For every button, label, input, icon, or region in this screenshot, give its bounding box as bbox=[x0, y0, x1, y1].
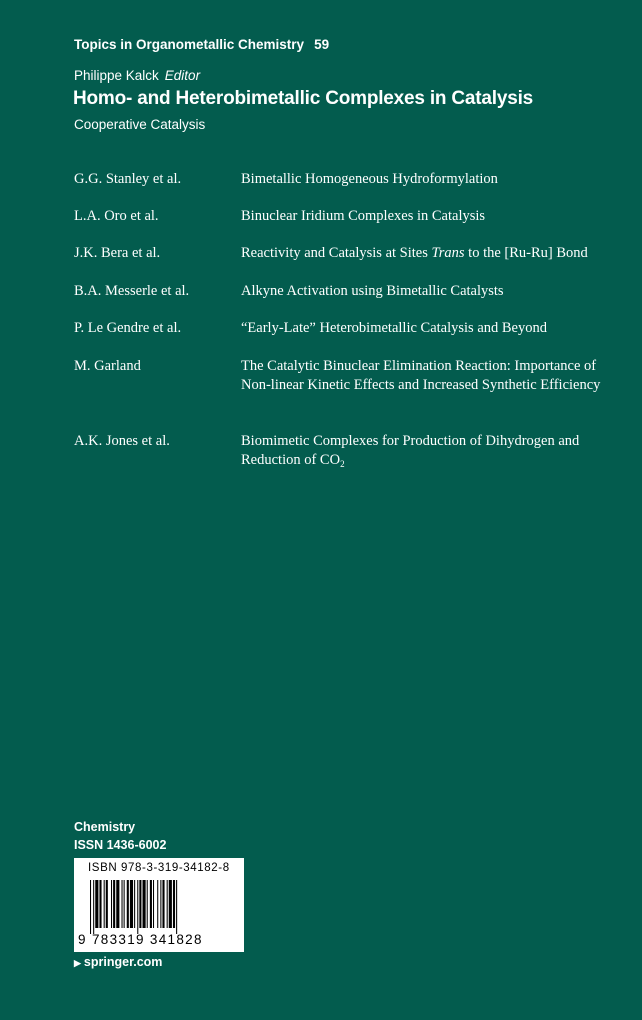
barcode-bar bbox=[99, 880, 101, 928]
barcode-bar bbox=[90, 880, 91, 934]
toc-author: B.A. Messerle et al. bbox=[74, 283, 190, 299]
toc-author: L.A. Oro et al. bbox=[74, 208, 159, 224]
toc-title-part: Biomimetic Complexes for Production of Dihydrogen and Reduction of CO bbox=[241, 433, 580, 468]
barcode-bar bbox=[134, 880, 135, 928]
barcode-bar bbox=[153, 880, 154, 928]
toc-title bbox=[241, 244, 613, 263]
ean-remaining-digits: 783319 341828 bbox=[92, 932, 203, 947]
barcode-bar bbox=[150, 880, 152, 928]
barcode-bar bbox=[104, 880, 105, 928]
toc-title: Binuclear Iridium Complexes in Catalysis bbox=[241, 208, 486, 224]
barcode-bar bbox=[173, 880, 175, 928]
barcode-bar bbox=[122, 880, 123, 928]
barcode-bar bbox=[127, 880, 129, 928]
subject-label: Chemistry bbox=[74, 820, 136, 834]
toc-title-subscript: 2 bbox=[340, 459, 345, 469]
series-name: Topics in Organometallic Chemistry bbox=[74, 37, 305, 52]
barcode-bar bbox=[130, 880, 133, 928]
toc-title bbox=[241, 432, 613, 470]
barcode-bar bbox=[93, 880, 94, 934]
toc-title-italic: Trans bbox=[431, 245, 465, 261]
series-title bbox=[74, 37, 329, 52]
ean-first-digit: 9 bbox=[78, 932, 87, 947]
publisher-link[interactable] bbox=[74, 955, 162, 969]
barcode-bar bbox=[113, 880, 115, 928]
barcode-bar bbox=[162, 880, 164, 928]
book-subtitle: Cooperative Catalysis bbox=[74, 117, 206, 132]
editor-name: Philippe Kalck bbox=[74, 68, 159, 83]
barcode-bar bbox=[106, 880, 108, 928]
isbn-barcode bbox=[74, 858, 244, 952]
issn-label: ISSN 1436-6002 bbox=[74, 838, 167, 852]
barcode-bar bbox=[143, 880, 146, 928]
toc-author: A.K. Jones et al. bbox=[74, 433, 170, 449]
toc-title: Alkyne Activation using Bimetallic Catalysts bbox=[241, 283, 504, 299]
arrow-right-icon: ▶ bbox=[74, 958, 81, 968]
barcode-bar bbox=[116, 880, 119, 928]
barcode-bar bbox=[160, 880, 161, 928]
toc-title: “Early-Late” Heterobimetallic Catalysis and Beyond bbox=[241, 320, 547, 336]
barcode-bars bbox=[90, 880, 230, 934]
toc-title: Bimetallic Homogeneous Hydroformylation bbox=[241, 171, 498, 187]
toc-title-part: Reactivity and Catalysis at Sites bbox=[241, 245, 432, 261]
editor-line bbox=[74, 68, 200, 83]
isbn-label: ISBN 978-3-319-34182-8 bbox=[88, 862, 230, 874]
barcode-bar bbox=[137, 880, 138, 934]
book-title: Homo- and Heterobimetallic Complexes in Catalysis bbox=[73, 88, 534, 109]
barcode-bar bbox=[169, 880, 172, 928]
barcode-bar bbox=[147, 880, 148, 928]
publisher-url: springer.com bbox=[83, 955, 163, 969]
toc-author: J.K. Bera et al. bbox=[74, 245, 161, 261]
barcode-bar bbox=[124, 880, 125, 928]
barcode-bar bbox=[139, 880, 141, 928]
barcode-bar bbox=[111, 880, 112, 928]
toc-author: M. Garland bbox=[74, 358, 141, 374]
series-volume: 59 bbox=[314, 37, 330, 52]
barcode-bar bbox=[95, 880, 98, 928]
toc-title-part: to the [Ru-Ru] Bond bbox=[464, 245, 588, 261]
toc-title: The Catalytic Binuclear Elimination Reaction: Importance of Non-linear Kinetic Effects and Increased Synthetic Efficiency bbox=[241, 358, 601, 393]
barcode-bar bbox=[176, 880, 177, 934]
toc-author: P. Le Gendre et al. bbox=[74, 320, 182, 336]
barcode-bar bbox=[157, 880, 158, 928]
toc-author: G.G. Stanley et al. bbox=[74, 171, 182, 187]
editor-role: Editor bbox=[164, 68, 201, 83]
barcode-bar bbox=[167, 880, 168, 928]
